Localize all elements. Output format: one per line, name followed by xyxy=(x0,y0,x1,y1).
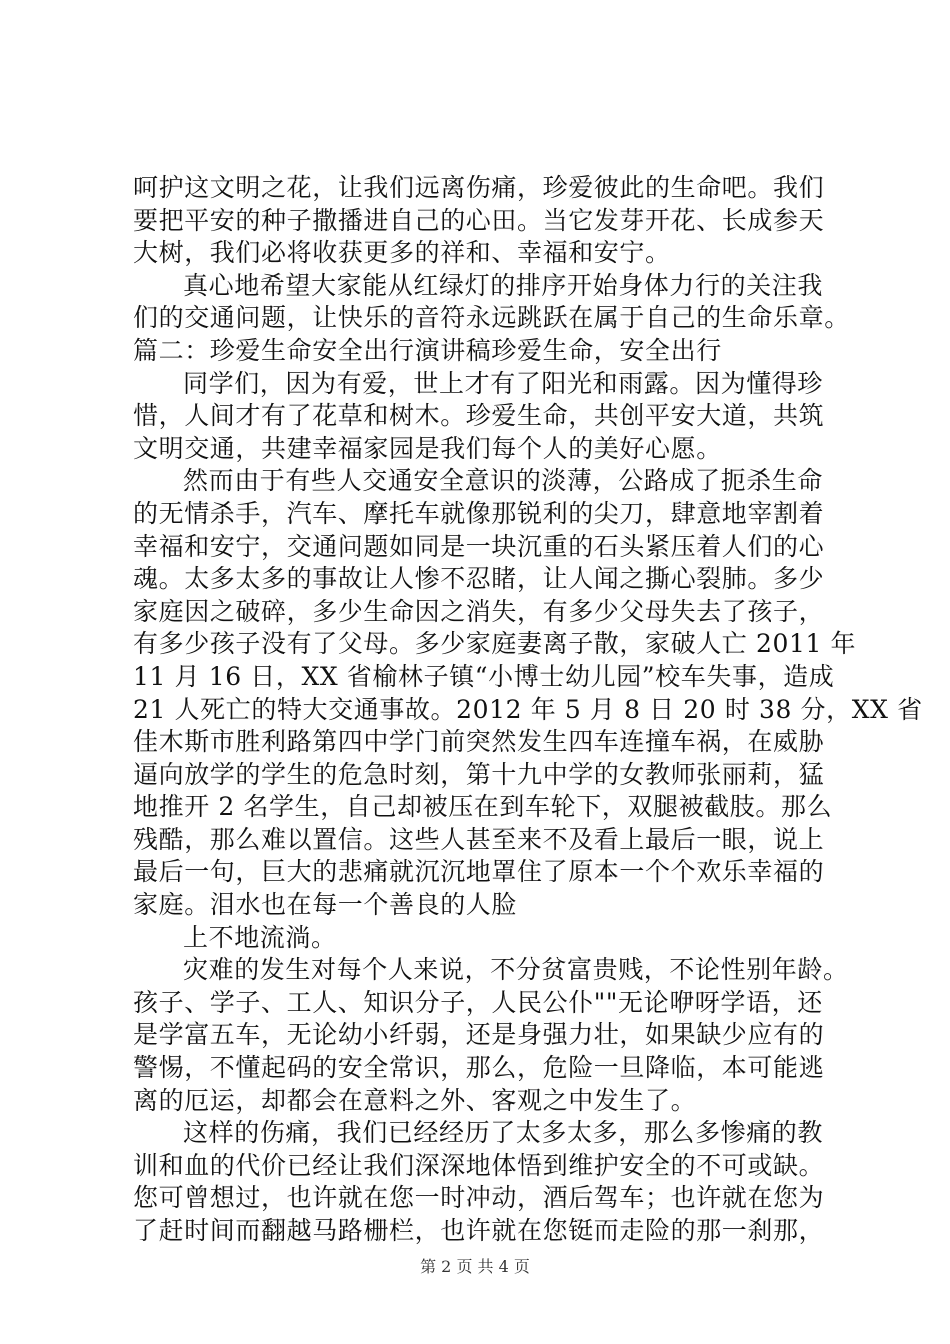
text-line: 是学富五车，无论幼小纤弱，还是身强力壮，如果缺少应有的 xyxy=(133,1020,825,1050)
text-line: 要把平安的种子撒播进自己的心田。当它发芽开花、长成参天 xyxy=(133,205,825,235)
text-line: 篇二：珍爱生命安全出行演讲稿珍爱生命，安全出行 xyxy=(133,335,722,365)
text-line: 真心地希望大家能从红绿灯的排序开始身体力行的关注我 xyxy=(183,270,824,300)
text-line: 呵护这文明之花，让我们远离伤痛，珍爱彼此的生命吧。我们 xyxy=(133,173,825,202)
text-line: 的无情杀手，汽车、摩托车就像那锐利的尖刀，肆意地宰割着 xyxy=(133,498,825,528)
text-line: 孩子、学子、工人、知识分子，人民公仆""无论咿呀学语，还 xyxy=(133,987,823,1017)
text-line: 文明交通，共建幸福家园是我们每个人的美好心愿。 xyxy=(133,433,722,463)
text-line: 有多少孩子没有了父母。多少家庭妻离子散，家破人亡 2011 年 xyxy=(133,629,857,659)
text-line: 您可曾想过，也许就在您一时冲动，酒后驾车；也许就在您为 xyxy=(133,1183,825,1213)
text-line: 这样的伤痛，我们已经经历了太多太多，那么多惨痛的教 xyxy=(183,1118,824,1148)
text-line: 地推开 2 名学生，自己却被压在到车轮下，双腿被截肢。那么 xyxy=(133,792,833,822)
text-line: 警惕，不懂起码的安全常识，那么，危险一旦降临，本可能逃 xyxy=(133,1053,825,1083)
text-line: 们的交通问题，让快乐的音符永远跳跃在属于自己的生命乐章。 xyxy=(133,303,850,333)
text-line: 灾难的发生对每个人来说，不分贫富贵贱，不论性别年龄。 xyxy=(183,955,849,985)
text-line: 训和血的代价已经让我们深深地体悟到维护安全的不可或缺。 xyxy=(133,1150,825,1180)
text-line: 上不地流淌。 xyxy=(183,922,337,952)
text-line: 然而由于有些人交通安全意识的淡薄，公路成了扼杀生命 xyxy=(183,466,824,496)
text-line: 佳木斯市胜利路第四中学门前突然发生四车连撞车祸，在威胁 xyxy=(133,727,825,757)
text-line: 同学们，因为有爱，世上才有了阳光和雨露。因为懂得珍 xyxy=(183,368,824,398)
document-body xyxy=(133,172,923,1248)
text-line: 最后一句，巨大的悲痛就沉沉地罩住了原本一个个欢乐幸福的 xyxy=(133,857,825,887)
text-line: 11 月 16 日，XX 省榆林子镇“小博士幼儿园”校车失事，造成 xyxy=(133,661,835,691)
text-line: 残酷，那么难以置信。这些人甚至来不及看上最后一眼，说上 xyxy=(133,824,825,854)
text-line: 了赶时间而翻越马路栅栏，也许就在您铤而走险的那一刹那， xyxy=(133,1216,825,1245)
text-line: 家庭。泪水也在每一个善良的人脸 xyxy=(133,890,518,920)
text-line: 大树，我们必将收获更多的祥和、幸福和安宁。 xyxy=(133,238,671,268)
text-line: 21 人死亡的特大交通事故。2012 年 5 月 8 日 20 时 38 分，XX 省 xyxy=(133,694,923,724)
text-line: 魂。太多太多的事故让人惨不忍睹，让人闻之撕心裂肺。多少 xyxy=(133,564,825,594)
page-footer: 第 2 页 共 4 页 xyxy=(420,1257,530,1276)
text-line: 惜，人间才有了花草和树木。珍爱生命，共创平安大道，共筑 xyxy=(133,401,825,431)
text-line: 家庭因之破碎，多少生命因之消失，有多少父母失去了孩子， xyxy=(133,596,825,626)
text-line: 幸福和安宁，交通问题如同是一块沉重的石头紧压着人们的心 xyxy=(133,531,825,561)
text-line: 离的厄运，却都会在意料之外、客观之中发生了。 xyxy=(133,1085,697,1115)
text-line: 逼向放学的学生的危急时刻，第十九中学的女教师张丽莉，猛 xyxy=(133,759,825,789)
